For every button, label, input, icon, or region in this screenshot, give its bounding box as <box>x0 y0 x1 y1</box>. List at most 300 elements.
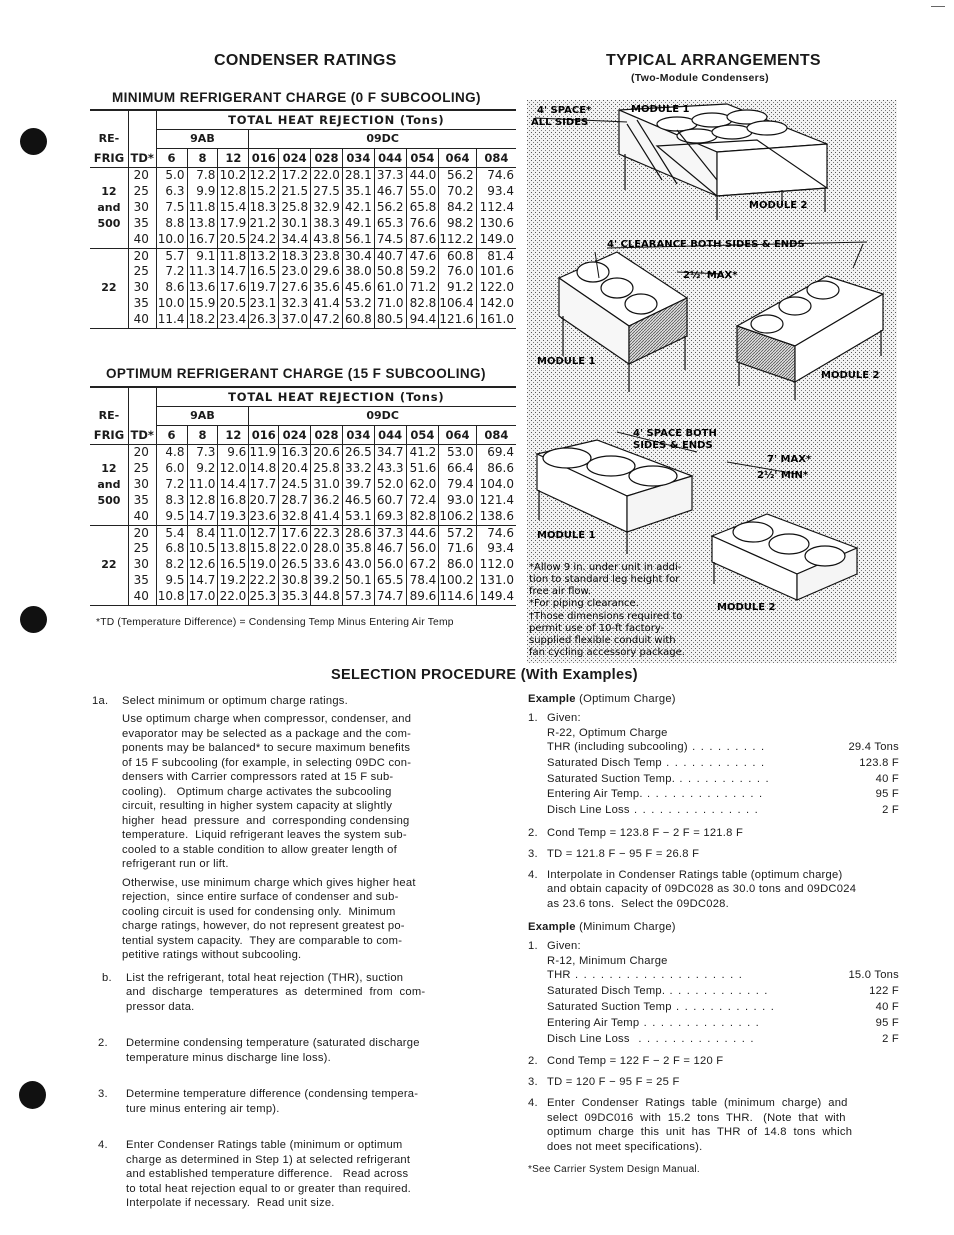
example-1-heading <box>528 692 908 707</box>
step-2-number: 2. <box>98 1037 108 1049</box>
punch-hole-bottom <box>19 1081 46 1109</box>
td-value: 40 <box>128 232 156 248</box>
text-line: refrigerant run or lift. <box>122 858 229 870</box>
rating-cell: 42.1 <box>342 200 374 216</box>
td-value: 30 <box>128 280 156 296</box>
refrig-cell <box>90 541 128 557</box>
svg-text:*For piping clearance.: *For piping clearance. <box>529 598 639 609</box>
rating-cell: 36.2 <box>311 493 343 509</box>
rating-cell: 67.2 <box>406 557 439 573</box>
rating-cell: 14.7 <box>218 264 249 280</box>
refrig-cell <box>90 509 128 525</box>
selection-left-column <box>92 694 477 1211</box>
given-leader: . . . . . . . . . . . . . . . <box>629 804 759 817</box>
ex1-step3: TD = 121.8 F − 95 F = 26.8 F <box>547 847 700 860</box>
rating-cell: 17.9 <box>218 216 249 232</box>
opt-charge-table <box>90 388 516 606</box>
rating-cell: 72.4 <box>406 493 439 509</box>
td-value: 20 <box>128 445 156 461</box>
refrig-cell <box>90 264 128 280</box>
text-line: Otherwise, use minimum charge which gives higher heat <box>122 876 416 889</box>
rating-cell: 24.5 <box>279 477 311 493</box>
rating-cell: 142.0 <box>476 296 516 312</box>
rating-cell: 12.8 <box>187 493 218 509</box>
text-line: and discharge temperatures as determined from com- <box>126 986 426 998</box>
text-line: Determine temperature difference (condensing tempera- <box>126 1088 419 1100</box>
rating-cell: 12.0 <box>218 461 249 477</box>
rating-cell: 52.0 <box>374 477 406 493</box>
given-leader: . . . . . . . . . . . . . . <box>629 1032 755 1045</box>
rating-cell: 50.1 <box>342 573 374 589</box>
refrig-cell: 12 <box>101 461 117 475</box>
rating-cell: 46.7 <box>374 541 406 557</box>
rating-cell: 60.7 <box>374 493 406 509</box>
rating-cell: 46.5 <box>342 493 374 509</box>
column-header-12: 12 <box>218 149 249 168</box>
given-leader: . . . . . . . . . . . . . . <box>642 788 764 801</box>
rating-cell: 46.7 <box>374 184 406 200</box>
text-line: of 15 F subcooling (for example, in selecting 09DC con- <box>122 756 412 769</box>
column-header-016: 016 <box>249 149 279 168</box>
rating-cell: 39.7 <box>342 477 374 493</box>
rating-cell: 93.4 <box>476 541 516 557</box>
rating-cell: 74.5 <box>374 232 406 248</box>
rating-cell: 93.0 <box>439 493 476 509</box>
rating-cell: 29.6 <box>311 264 343 280</box>
table-row <box>90 280 516 296</box>
rating-cell: 131.0 <box>476 573 516 589</box>
text-line: Interpolate if necessary. Read unit size. <box>126 1197 335 1209</box>
rating-cell: 26.5 <box>342 445 374 461</box>
svg-text:free air flow.: free air flow. <box>529 586 591 597</box>
td-value: 35 <box>128 216 156 232</box>
rating-cell: 30.8 <box>279 573 311 589</box>
given-value: 123.8 F <box>859 756 899 769</box>
text-line: Enter Condenser Ratings table (minimum or optimum <box>126 1139 403 1151</box>
rating-cell: 44.8 <box>311 589 343 605</box>
column-header-028: 028 <box>311 149 343 168</box>
rating-cell: 39.2 <box>311 573 343 589</box>
ex2-given: Given: <box>547 939 581 952</box>
rating-cell: 79.4 <box>439 477 476 493</box>
column-header-054: 054 <box>406 149 439 168</box>
rating-cell: 55.0 <box>406 184 439 200</box>
refrig-cell <box>90 573 128 589</box>
table-row <box>90 312 516 328</box>
ex1-given: Given: <box>547 711 581 724</box>
rating-cell: 65.5 <box>374 573 406 589</box>
rating-cell: 82.8 <box>406 509 439 525</box>
svg-text:tion to standard leg height fo: tion to standard leg height for <box>529 574 680 585</box>
step-b-number: b. <box>102 971 112 984</box>
step-4-number: 4. <box>98 1139 108 1151</box>
td-header: TD* <box>128 149 156 168</box>
text-line: cooling). Optimum charge activates the subcooling <box>122 785 392 798</box>
ex2-step2: Cond Temp = 122 F − 2 F = 120 F <box>547 1055 724 1068</box>
selection-title-suffix: (With Examples) <box>520 667 638 683</box>
rating-cell: 20.5 <box>218 232 249 248</box>
text-line: charge ratings, however, do not represent greatest po- <box>122 920 405 932</box>
rating-cell: 20.5 <box>218 296 249 312</box>
rating-cell: 13.8 <box>187 216 218 232</box>
given-leader: . . . . . . . . . . . . <box>665 985 769 998</box>
rating-cell: 6.8 <box>156 541 187 557</box>
selection-right-column <box>528 692 908 1178</box>
given-value: 2 F <box>882 1032 899 1045</box>
rating-cell: 11.8 <box>218 248 249 264</box>
rating-cell: 44.6 <box>406 525 439 541</box>
rating-cell: 87.6 <box>406 232 439 248</box>
corner-cell <box>90 388 128 407</box>
rating-cell: 19.2 <box>218 573 249 589</box>
rating-cell: 65.8 <box>406 200 439 216</box>
step-4-text <box>126 1138 477 1211</box>
label-all-sides: ALL SIDES <box>531 117 589 128</box>
column-header-054: 054 <box>406 426 439 445</box>
rating-cell: 8.3 <box>156 493 187 509</box>
rating-cell: 130.6 <box>476 216 516 232</box>
given-item <box>547 1016 899 1032</box>
td-value: 25 <box>128 184 156 200</box>
label-space-both-2: SIDES & ENDS <box>633 440 713 451</box>
rating-cell: 60.8 <box>342 312 374 328</box>
rating-cell: 22.0 <box>311 168 343 184</box>
given-key: Saturated Disch Temp <box>547 756 662 769</box>
rating-cell: 41.4 <box>311 509 343 525</box>
td-spacer <box>128 388 156 407</box>
td-value: 35 <box>128 573 156 589</box>
rating-cell: 74.6 <box>476 525 516 541</box>
rating-cell: 47.6 <box>406 248 439 264</box>
refrig-cell <box>90 248 128 264</box>
rating-cell: 16.8 <box>218 493 249 509</box>
refrig-cell: 22 <box>101 558 117 572</box>
table-row <box>90 168 516 184</box>
table-row <box>90 477 516 493</box>
given-key: THR <box>547 969 571 982</box>
text-line: charge as determined in Step 1) at selected refrigerant <box>126 1153 411 1166</box>
rating-cell: 7.8 <box>187 168 218 184</box>
text-line: cooled to a stable condition to allow greater length of <box>122 843 397 856</box>
rating-cell: 11.0 <box>187 477 218 493</box>
td-spacer-2 <box>128 130 156 149</box>
rating-cell: 59.2 <box>406 264 439 280</box>
rating-cell: 7.3 <box>187 445 218 461</box>
selection-procedure-title <box>331 667 638 683</box>
ex2-given-list <box>547 968 899 1047</box>
rating-cell: 30.1 <box>279 216 311 232</box>
rating-cell: 114.6 <box>439 589 476 605</box>
example-2-heading <box>528 920 908 935</box>
ex2-refrig: R-12, Minimum Charge <box>547 954 668 967</box>
column-header-034: 034 <box>342 149 374 168</box>
rating-cell: 10.0 <box>156 232 187 248</box>
rating-cell: 11.0 <box>218 525 249 541</box>
rating-cell: 12.2 <box>249 168 279 184</box>
rating-cell: 21.5 <box>279 184 311 200</box>
given-key: Disch Line Loss <box>547 1032 630 1045</box>
rating-cell: 12.8 <box>218 184 249 200</box>
rating-cell: 57.2 <box>439 525 476 541</box>
svg-text:supplied flexible conduit with: supplied flexible conduit with <box>529 635 676 646</box>
rating-cell: 17.7 <box>249 477 279 493</box>
refrig-cell: 22 <box>101 281 117 295</box>
rating-cell: 60.8 <box>439 248 476 264</box>
td-value: 20 <box>128 525 156 541</box>
refrig-cell: 500 <box>97 493 121 507</box>
given-value: 2 F <box>882 804 899 817</box>
rating-cell: 27.5 <box>311 184 343 200</box>
refrig-header-top: RE- <box>98 409 120 422</box>
text-line: Use optimum charge when compressor, condenser, and <box>122 713 412 725</box>
table-row <box>90 525 516 541</box>
given-item <box>547 787 899 803</box>
text-line: does not meet specifications). <box>547 1140 703 1153</box>
given-leader: . . . . . . . . . . . . <box>671 1001 776 1014</box>
rating-cell: 66.4 <box>439 461 476 477</box>
given-value: 95 F <box>875 788 899 801</box>
rating-cell: 25.3 <box>249 589 279 605</box>
rating-cell: 34.4 <box>279 232 311 248</box>
rating-cell: 45.6 <box>342 280 374 296</box>
td-value: 25 <box>128 264 156 280</box>
given-value: 15.0 Tons <box>848 969 899 982</box>
punch-hole-middle <box>20 606 47 633</box>
ex2-step1-number: 1. <box>528 939 538 952</box>
rating-cell: 35.1 <box>342 184 374 200</box>
rating-cell: 21.2 <box>249 216 279 232</box>
table-row <box>90 557 516 573</box>
rating-cell: 101.6 <box>476 264 516 280</box>
table-row <box>90 445 516 461</box>
column-header-6: 6 <box>156 149 187 168</box>
rating-cell: 16.3 <box>279 445 311 461</box>
ex1-given-list <box>547 740 899 819</box>
rating-cell: 10.8 <box>156 589 187 605</box>
rating-cell: 93.4 <box>476 184 516 200</box>
column-header-044: 044 <box>374 426 406 445</box>
rating-cell: 23.0 <box>279 264 311 280</box>
refrig-header-top: RE- <box>98 132 120 145</box>
rating-cell: 78.4 <box>406 573 439 589</box>
td-value: 35 <box>128 296 156 312</box>
group-9ab: 9AB <box>156 130 249 149</box>
text-line: ponents may be balanced* to secure maximum benefits <box>122 742 411 754</box>
rating-cell: 23.4 <box>218 312 249 328</box>
table-row <box>90 200 516 216</box>
td-value: 30 <box>128 200 156 216</box>
rating-cell: 20.4 <box>279 461 311 477</box>
condenser-ratings-title: CONDENSER RATINGS <box>214 52 397 69</box>
rating-cell: 12.7 <box>249 525 279 541</box>
rating-cell: 94.4 <box>406 312 439 328</box>
rating-cell: 20.7 <box>249 493 279 509</box>
rating-cell: 104.0 <box>476 477 516 493</box>
given-key: Disch Line Loss <box>547 804 630 817</box>
rating-cell: 6.0 <box>156 461 187 477</box>
td-value: 35 <box>128 493 156 509</box>
rating-cell: 112.4 <box>476 200 516 216</box>
refrig-cell: and <box>97 200 121 214</box>
rating-cell: 44.0 <box>406 168 439 184</box>
header-row-groups <box>90 407 516 426</box>
table-row <box>90 248 516 264</box>
rating-cell: 20.6 <box>311 445 343 461</box>
rating-cell: 43.8 <box>311 232 343 248</box>
label-module2-bot: MODULE 2 <box>717 602 776 613</box>
rating-cell: 70.2 <box>439 184 476 200</box>
column-header-028: 028 <box>311 426 343 445</box>
given-leader: . . . . . . . . . . . . <box>661 756 766 769</box>
rating-cell: 62.0 <box>406 477 439 493</box>
rating-cell: 22.0 <box>279 541 311 557</box>
typical-arrangements-subtitle: (Two-Module Condensers) <box>631 72 769 84</box>
step-1a-head: Select minimum or optimum charge ratings. <box>122 695 348 707</box>
corner-mark <box>931 6 945 7</box>
text-line: circuit, resulting in higher system capacity at slightly <box>122 800 393 812</box>
rating-cell: 53.0 <box>439 445 476 461</box>
td-value: 25 <box>128 541 156 557</box>
column-header-064: 064 <box>439 426 476 445</box>
selection-title-main: SELECTION PROCEDURE <box>331 667 517 683</box>
rating-cell: 56.2 <box>439 168 476 184</box>
given-leader: . . . . . . . . . . . . . . . . . . . . <box>570 969 744 982</box>
rating-cell: 76.0 <box>439 264 476 280</box>
table-row <box>90 573 516 589</box>
rating-cell: 121.6 <box>439 312 476 328</box>
rating-cell: 16.5 <box>218 557 249 573</box>
rating-cell: 32.3 <box>279 296 311 312</box>
refrig-cell <box>90 445 128 461</box>
rating-cell: 28.6 <box>342 525 374 541</box>
given-item <box>547 756 899 772</box>
given-value: 40 F <box>875 1001 899 1014</box>
rating-cell: 53.2 <box>342 296 374 312</box>
td-value: 40 <box>128 509 156 525</box>
rating-cell: 18.3 <box>249 200 279 216</box>
label-module1-bot: MODULE 1 <box>537 530 596 541</box>
rating-cell: 82.8 <box>406 296 439 312</box>
rating-cell: 19.7 <box>249 280 279 296</box>
example-2-kind: (Minimum Charge) <box>579 921 676 934</box>
rating-cell: 84.2 <box>439 200 476 216</box>
rating-cell: 10.5 <box>187 541 218 557</box>
step-1a-number: 1a. <box>92 695 109 707</box>
given-leader: . . . . . . . . . <box>687 741 766 753</box>
rating-cell: 16.7 <box>187 232 218 248</box>
text-line: and established temperature difference. Read across <box>126 1168 409 1180</box>
label-module1-top: MODULE 1 <box>631 104 690 115</box>
rating-cell: 65.3 <box>374 216 406 232</box>
rating-cell: 7.5 <box>156 200 187 216</box>
rating-cell: 17.0 <box>187 589 218 605</box>
rating-cell: 13.8 <box>218 541 249 557</box>
rating-cell: 56.1 <box>342 232 374 248</box>
rating-cell: 37.3 <box>374 525 406 541</box>
rating-cell: 56.2 <box>374 200 406 216</box>
rating-cell: 43.3 <box>374 461 406 477</box>
rating-cell: 14.4 <box>218 477 249 493</box>
ex2-step3: TD = 120 F − 95 F = 25 F <box>547 1076 680 1089</box>
rating-cell: 23.6 <box>249 509 279 525</box>
rating-cell: 112.2 <box>439 232 476 248</box>
given-leader: . . . . . . . . . . . <box>675 772 770 785</box>
text-line: List the refrigerant, total heat rejection (THR), suction <box>126 971 404 984</box>
rating-cell: 37.3 <box>374 168 406 184</box>
rating-cell: 24.2 <box>249 232 279 248</box>
text-line: evaporator may be selected as a package and the com- <box>122 727 412 740</box>
ex2-step4 <box>547 1096 908 1154</box>
rating-cell: 11.8 <box>187 200 218 216</box>
table-row <box>90 184 516 200</box>
given-key: THR (including subcooling) <box>547 741 688 753</box>
rating-cell: 4.8 <box>156 445 187 461</box>
text-line: ture minus entering air temp). <box>126 1102 280 1115</box>
given-key: Entering Air Temp. <box>547 788 643 801</box>
given-item <box>547 803 899 819</box>
thr-header: TOTAL HEAT REJECTION (Tons) <box>156 111 516 130</box>
table-row <box>90 509 516 525</box>
ex1-step2-number: 2. <box>528 826 538 839</box>
rating-cell: 15.9 <box>187 296 218 312</box>
rating-cell: 33.2 <box>342 461 374 477</box>
rating-cell: 30.4 <box>342 248 374 264</box>
rating-cell: 40.7 <box>374 248 406 264</box>
rating-cell: 6.3 <box>156 184 187 200</box>
rating-cell: 9.1 <box>187 248 218 264</box>
td-value: 20 <box>128 248 156 264</box>
td-value: 25 <box>128 461 156 477</box>
given-item <box>547 1000 899 1016</box>
rating-cell: 8.4 <box>187 525 218 541</box>
rating-cell: 91.2 <box>439 280 476 296</box>
rating-cell: 57.3 <box>342 589 374 605</box>
refrig-cell <box>90 589 128 605</box>
column-header-034: 034 <box>342 426 374 445</box>
refrig-cell <box>90 525 128 541</box>
rating-cell: 71.6 <box>439 541 476 557</box>
header-row-columns <box>90 149 516 168</box>
text-line: cooling circuit is used for condensing only. Minimum <box>122 905 396 918</box>
rating-cell: 26.5 <box>279 557 311 573</box>
step-1a-para-1 <box>122 712 477 872</box>
rating-cell: 69.4 <box>476 445 516 461</box>
rating-cell: 50.8 <box>374 264 406 280</box>
rating-cell: 11.4 <box>156 312 187 328</box>
text-line: Determine condensing temperature (saturated discharge <box>126 1037 420 1049</box>
rating-cell: 18.3 <box>279 248 311 264</box>
column-header-6: 6 <box>156 426 187 445</box>
step-1a-para-2 <box>122 876 477 963</box>
td-value: 40 <box>128 312 156 328</box>
corner-cell <box>90 111 128 130</box>
rating-cell: 8.2 <box>156 557 187 573</box>
text-line: Enter Condenser Ratings table (minimum charge) and <box>547 1097 848 1110</box>
rating-cell: 56.0 <box>374 557 406 573</box>
td-value: 20 <box>128 168 156 184</box>
given-item <box>547 772 899 788</box>
rating-cell: 149.0 <box>476 232 516 248</box>
ex1-step2: Cond Temp = 123.8 F − 2 F = 121.8 F <box>547 826 744 839</box>
given-value: 122 F <box>869 985 899 998</box>
header-row-thr <box>90 111 516 130</box>
rating-cell: 18.2 <box>187 312 218 328</box>
rating-cell: 16.5 <box>249 264 279 280</box>
table-row <box>90 541 516 557</box>
td-value: 40 <box>128 589 156 605</box>
rating-cell: 43.0 <box>342 557 374 573</box>
rating-cell: 9.5 <box>156 573 187 589</box>
